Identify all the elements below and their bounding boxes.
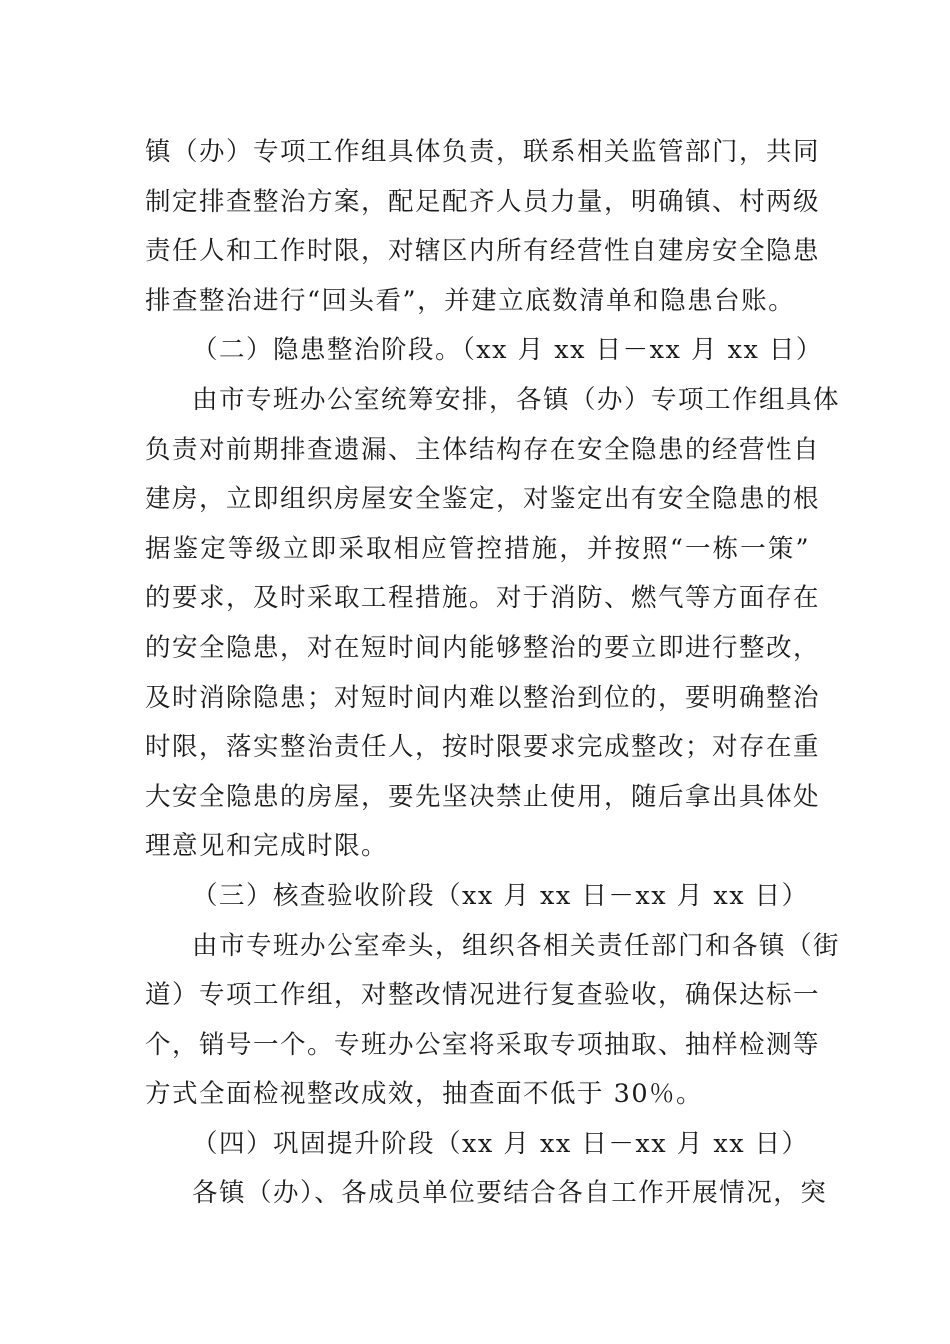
paragraph-line: 责任人和工作时限，对辖区内所有经营性自建房安全隐患	[145, 236, 821, 267]
paragraph-line: 镇（办）专项工作组具体负责，联系相关监管部门，共同	[145, 137, 821, 167]
paragraph-line: 及时消除隐患；对短时间内难以整治到位的，要明确整治	[145, 682, 821, 713]
paragraph-line: 各镇（办）、各成员单位要结合各自工作开展情况，突	[192, 1178, 828, 1209]
paragraph-line: 时限，落实整治责任人，按时限要求完成整改；对存在重	[145, 732, 821, 763]
paragraph-line: 的安全隐患，对在短时间内能够整治的要立即进行整改，	[145, 632, 821, 663]
section-heading-2: （二）隐患整治阶段。（xx 月 xx 日－xx 月 xx 日）	[192, 335, 823, 366]
paragraph-line: 由市专班办公室牵头，组织各相关责任部门和各镇（街	[192, 930, 841, 961]
paragraph-line: 排查整治进行“回头看”，并建立底数清单和隐患台账。	[145, 285, 796, 316]
paragraph-line: 据鉴定等级立即采取相应管控措施，并按照“一栋一策”	[145, 533, 810, 564]
paragraph-line: 负责对前期排查遗漏、主体结构存在安全隐患的经营性自	[145, 434, 821, 465]
paragraph-line: 建房，立即组织房屋安全鉴定，对鉴定出有安全隐患的根	[145, 484, 821, 515]
document-body	[145, 128, 841, 1219]
paragraph-line: 方式全面检视整改成效，抽查面不低于 30％。	[145, 1079, 704, 1110]
paragraph-line: 的要求，及时采取工程措施。对于消防、燃气等方面存在	[145, 583, 821, 614]
paragraph-line: 由市专班办公室统筹安排，各镇（办）专项工作组具体	[192, 384, 841, 415]
paragraph-line: 道）专项工作组，对整改情况进行复查验收，确保达标一	[145, 980, 821, 1011]
section-heading-4: （四）巩固提升阶段（xx 月 xx 日－xx 月 xx 日）	[192, 1128, 809, 1159]
paragraph-line: 大安全隐患的房屋，要先坚决禁止使用，随后拿出具体处	[145, 781, 821, 812]
section-heading-3: （三）核查验收阶段（xx 月 xx 日－xx 月 xx 日）	[192, 880, 809, 911]
paragraph-line: 个，销号一个。专班办公室将采取专项抽取、抽样检测等	[145, 1029, 821, 1060]
paragraph-line: 制定排查整治方案，配足配齐人员力量，明确镇、村两级	[145, 186, 821, 217]
paragraph-line: 理意见和完成时限。	[145, 831, 389, 862]
